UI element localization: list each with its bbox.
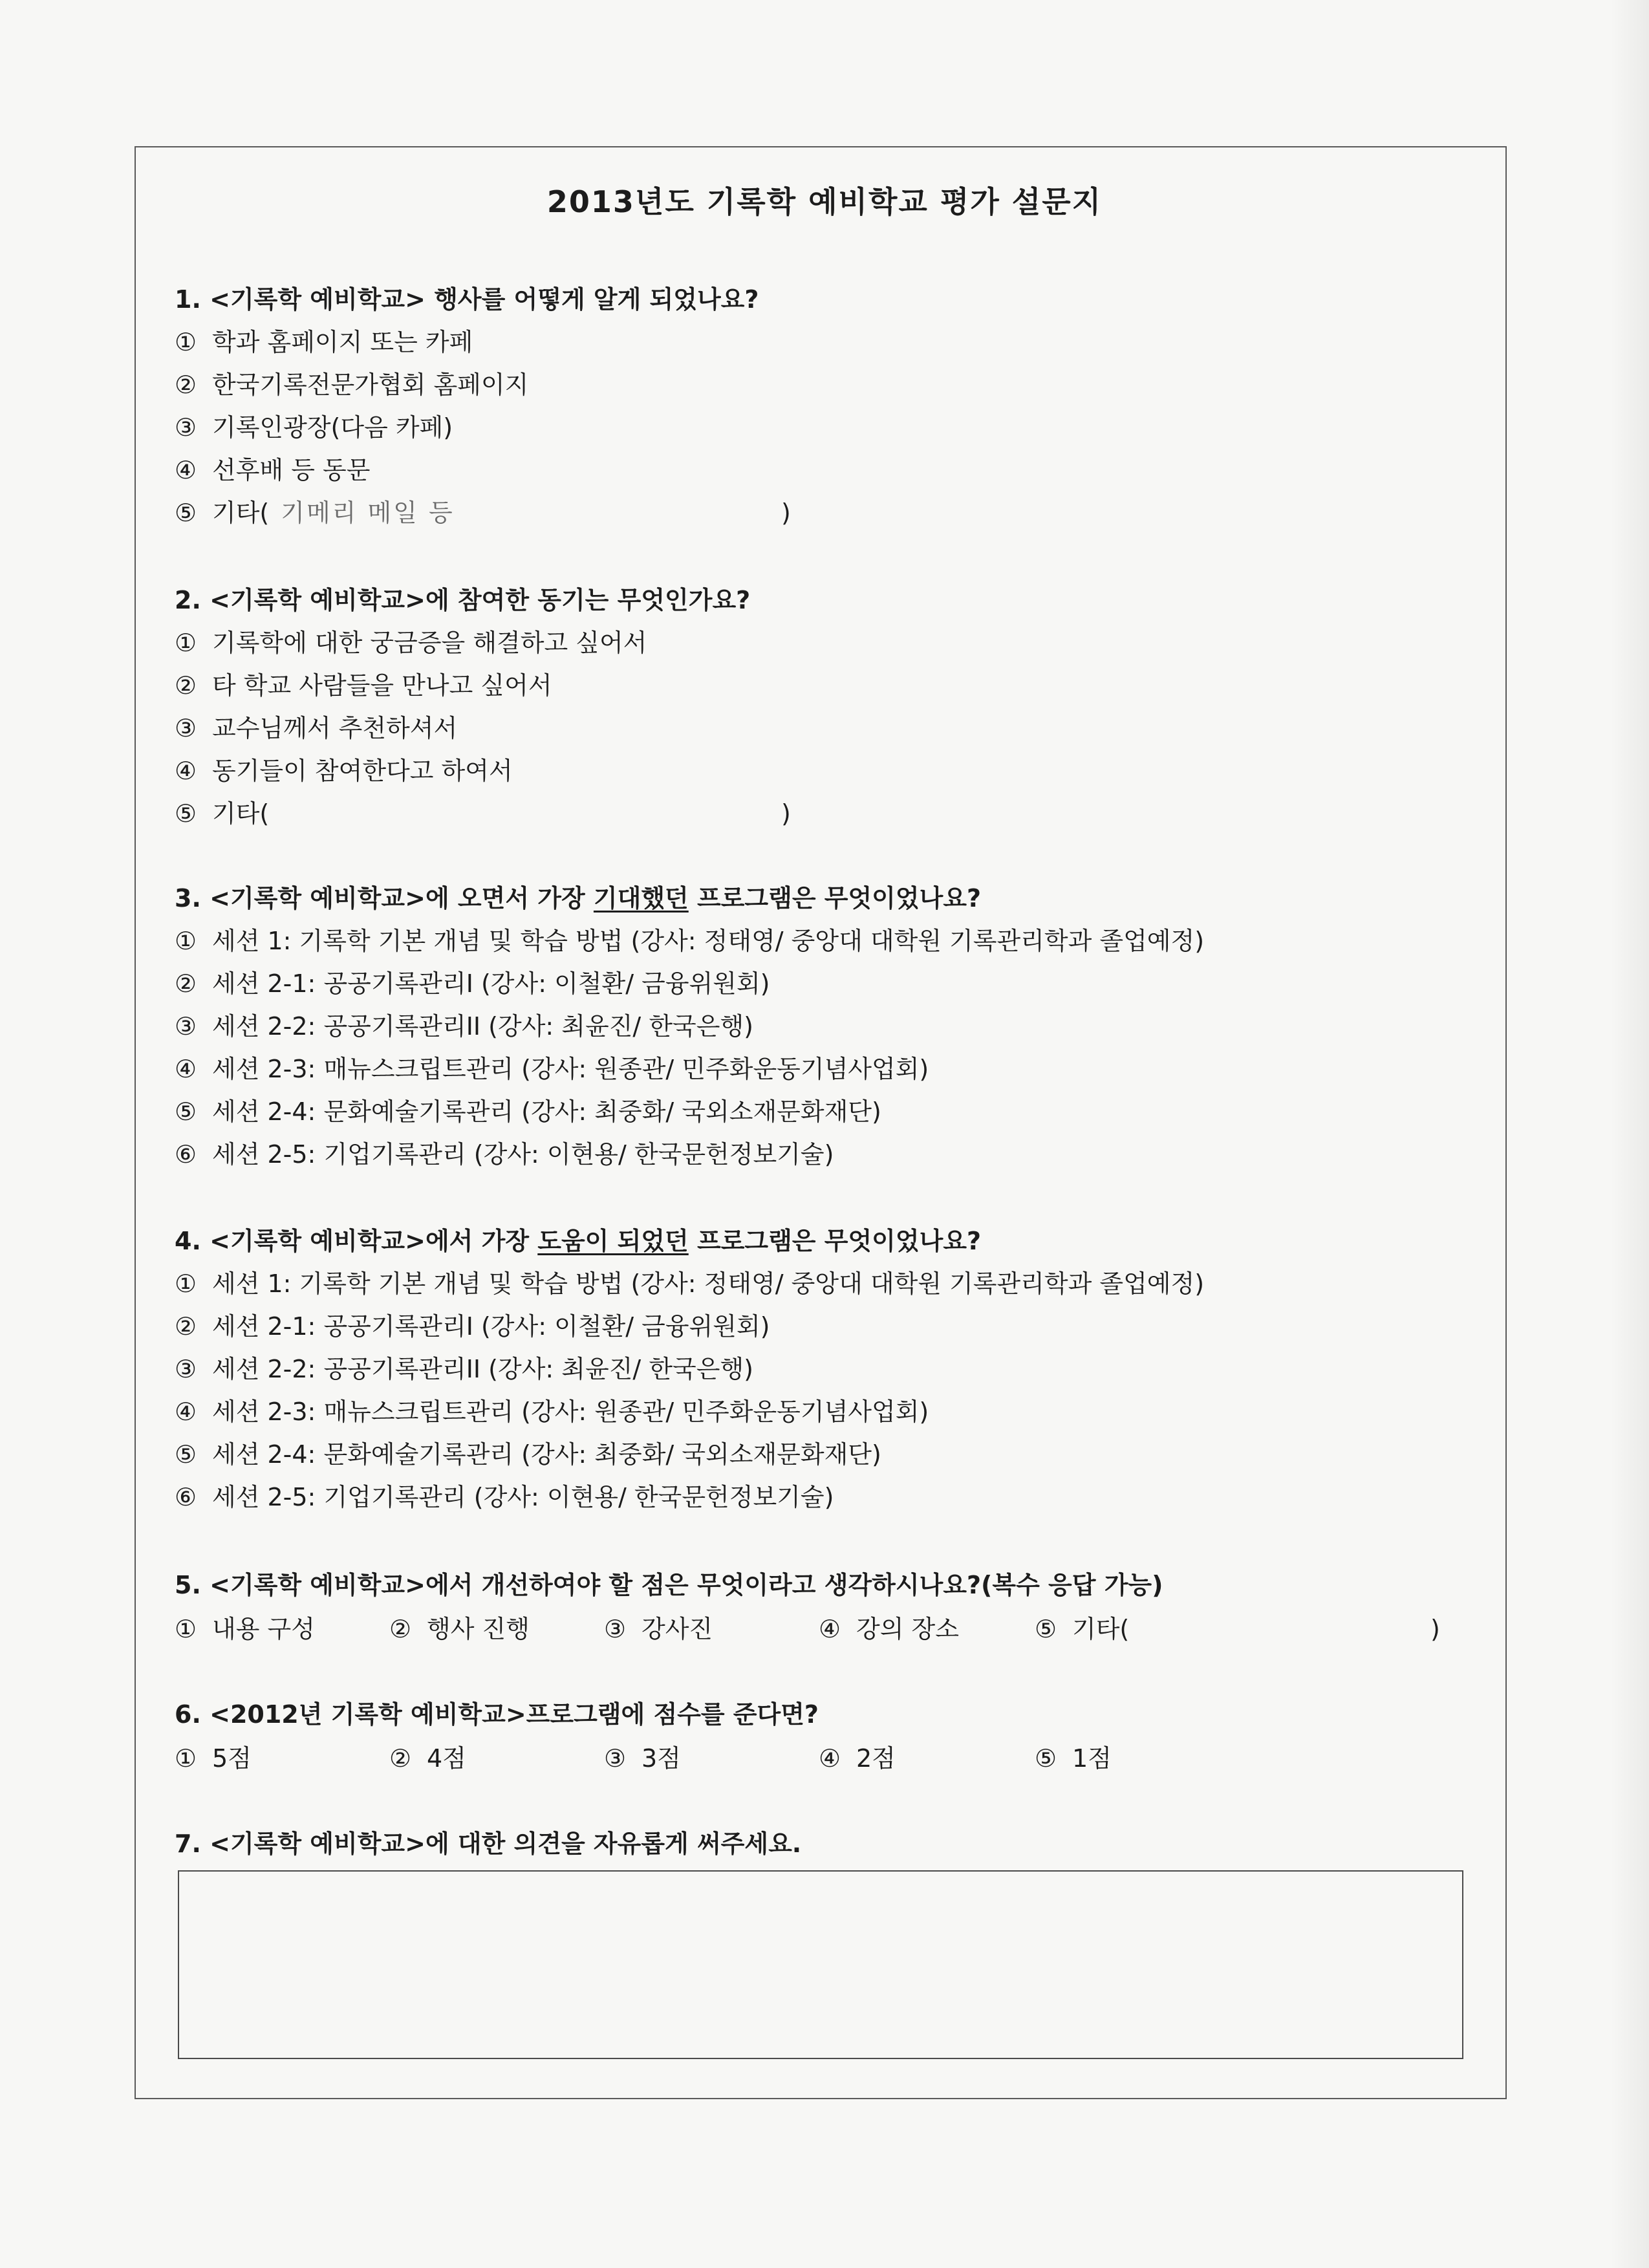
q1-option-3[interactable]: ③ 기록인광장(다음 카페) [175,413,453,442]
option-label: 세션 2-3: 매뉴스크립트관리 (강사: 원종관/ 민주화운동기념사업회) [212,1398,929,1426]
q6-option-4[interactable]: ④ 2점 [819,1744,896,1773]
q5-option-4[interactable]: ④ 강의 장소 [819,1615,959,1643]
closing-paren: ) [1430,1615,1440,1643]
q6-option-2[interactable]: ② 4점 [389,1744,466,1773]
emphasis-underline: 기대했던 [593,884,689,913]
option-label: 세션 1: 기록학 기본 개념 및 학습 방법 (강사: 정태영/ 중앙대 대학원 기록관리학과 졸업예정) [212,1269,1205,1298]
q4-option-4[interactable]: ④ 세션 2-3: 매뉴스크립트관리 (강사: 원종관/ 민주화운동기념사업회) [175,1398,929,1426]
q4-option-6[interactable]: ⑥ 세션 2-5: 기업기록관리 (강사: 이현용/ 한국문헌정보기술) [175,1483,834,1511]
option-label: 선후배 등 동문 [212,456,371,484]
q5-option-3[interactable]: ③ 강사진 [604,1615,713,1643]
q6-options-row [175,1736,1520,1781]
question-6 [175,1693,1520,1781]
q4-option-5[interactable]: ⑤ 세션 2-4: 문화예술기록관리 (강사: 최중화/ 국외소재문화재단) [175,1440,881,1469]
option-label: 한국기록전문가협회 홈페이지 [212,371,529,399]
question-4-title: 4. <기록학 예비학교>에서 가장 도움이 되었던 프로그램은 무엇이었나요? [175,1227,982,1255]
question-6-title: 6. <2012년 기록학 예비학교>프로그램에 점수를 준다면? [175,1700,819,1729]
q4-option-3[interactable]: ③ 세션 2-2: 공공기록관리II (강사: 최윤진/ 한국은행) [175,1355,753,1383]
question-2-title: 2. <기록학 예비학교>에 참여한 동기는 무엇인가요? [175,586,751,614]
scan-shadow-edge [1610,0,1649,2268]
q5-option-1[interactable]: ① 내용 구성 [175,1615,315,1643]
option-label: 세션 2-1: 공공기록관리I (강사: 이철환/ 금융위원회) [212,969,770,998]
q3-option-4[interactable]: ④ 세션 2-3: 매뉴스크립트관리 (강사: 원종관/ 민주화운동기념사업회) [175,1055,929,1083]
option-label: 교수님께서 추천하셔서 [212,714,458,742]
question-1-title: 1. <기록학 예비학교> 행사를 어떻게 알게 되었나요? [175,285,759,314]
q2-option-4[interactable]: ④ 동기들이 참여한다고 하여서 [175,757,513,785]
option-label: 기타( [212,799,270,828]
option-label: 세션 2-1: 공공기록관리I (강사: 이철환/ 금융위원회) [212,1312,770,1341]
q5-option-etc[interactable]: ⑤ 기타( [1035,1615,1130,1643]
question-3 [175,877,1520,1176]
option-label: 세션 2-2: 공공기록관리II (강사: 최윤진/ 한국은행) [212,1355,753,1383]
q3-option-5[interactable]: ⑤ 세션 2-4: 문화예술기록관리 (강사: 최중화/ 국외소재문화재단) [175,1097,881,1126]
option-label: 세션 2-4: 문화예술기록관리 (강사: 최중화/ 국외소재문화재단) [212,1440,881,1469]
option-label: 타 학교 사람들을 만나고 싶어서 [212,671,552,700]
q2-option-etc[interactable]: ⑤ 기타( ) [175,792,1520,835]
q1-option-1[interactable]: ① 학과 홈페이지 또는 카페 [175,328,473,356]
question-3-title: 3. <기록학 예비학교>에 오면서 가장 기대했던 프로그램은 무엇이었나요? [175,884,982,913]
survey-title: 2013년도 기록학 예비학교 평가 설문지 [546,184,1103,219]
q2-option-1[interactable]: ① 기록학에 대한 궁금증을 해결하고 싶어서 [175,629,647,657]
closing-paren: ) [781,799,791,828]
q3-option-2[interactable]: ② 세션 2-1: 공공기록관리I (강사: 이철환/ 금융위원회) [175,969,770,998]
emphasis-underline: 도움이 되었던 [537,1227,689,1255]
option-label: 세션 2-5: 기업기록관리 (강사: 이현용/ 한국문헌정보기술) [212,1483,834,1511]
q1-option-2[interactable]: ② 한국기록전문가협회 홈페이지 [175,371,529,399]
q6-option-5[interactable]: ⑤ 1점 [1035,1744,1112,1773]
question-1 [175,278,1520,534]
closing-paren: ) [781,499,791,527]
question-7-title: 7. <기록학 예비학교>에 대한 의견을 자유롭게 써주세요. [175,1830,802,1858]
q5-option-2[interactable]: ② 행사 진행 [389,1615,530,1643]
q2-option-2[interactable]: ② 타 학교 사람들을 만나고 싶어서 [175,671,552,700]
q1-option-etc[interactable]: ⑤ 기타( 기메리 메일 등 ) [175,491,1520,534]
q6-option-3[interactable]: ③ 3점 [604,1744,681,1773]
question-4 [175,1220,1520,1518]
option-label: 학과 홈페이지 또는 카페 [212,328,473,356]
option-label: 세션 2-3: 매뉴스크립트관리 (강사: 원종관/ 민주화운동기념사업회) [212,1055,929,1083]
q4-option-2[interactable]: ② 세션 2-1: 공공기록관리I (강사: 이철환/ 금융위원회) [175,1312,770,1341]
q1-etc-handwritten-answer[interactable]: 기메리 메일 등 [281,499,455,527]
q3-option-3[interactable]: ③ 세션 2-2: 공공기록관리II (강사: 최윤진/ 한국은행) [175,1012,753,1041]
question-5-title: 5. <기록학 예비학교>에서 개선하여야 할 점은 무엇이라고 생각하시나요?(복수 응답 가능) [175,1571,1163,1599]
q5-options-row [175,1606,1520,1652]
q1-option-4[interactable]: ④ 선후배 등 동문 [175,456,371,484]
option-label: 세션 2-5: 기업기록관리 (강사: 이현용/ 한국문헌정보기술) [212,1140,834,1169]
q2-option-3[interactable]: ③ 교수님께서 추천하셔서 [175,714,458,742]
question-5 [175,1564,1520,1652]
q3-option-6[interactable]: ⑥ 세션 2-5: 기업기록관리 (강사: 이현용/ 한국문헌정보기술) [175,1140,834,1169]
q6-option-1[interactable]: ① 5점 [175,1744,252,1773]
q4-option-1[interactable]: ① 세션 1: 기록학 기본 개념 및 학습 방법 (강사: 정태영/ 중앙대 대학원 기록관리학과 졸업예정) [175,1269,1205,1298]
option-label: 기록인광장(다음 카페) [212,413,453,442]
option-label: 세션 2-2: 공공기록관리II (강사: 최윤진/ 한국은행) [212,1012,753,1041]
q3-option-1[interactable]: ① 세션 1: 기록학 기본 개념 및 학습 방법 (강사: 정태영/ 중앙대 대학원 기록관리학과 졸업예정) [175,927,1205,955]
option-label: 동기들이 참여한다고 하여서 [212,757,513,785]
question-2 [175,579,1520,835]
option-label: 세션 1: 기록학 기본 개념 및 학습 방법 (강사: 정태영/ 중앙대 대학원 기록관리학과 졸업예정) [212,927,1205,955]
option-label: 세션 2-4: 문화예술기록관리 (강사: 최중화/ 국외소재문화재단) [212,1097,881,1126]
question-7 [175,1822,1520,1865]
option-label: 기타( [212,499,270,527]
free-comment-box[interactable] [178,1870,1463,2059]
option-label: 기록학에 대한 궁금증을 해결하고 싶어서 [212,629,647,657]
